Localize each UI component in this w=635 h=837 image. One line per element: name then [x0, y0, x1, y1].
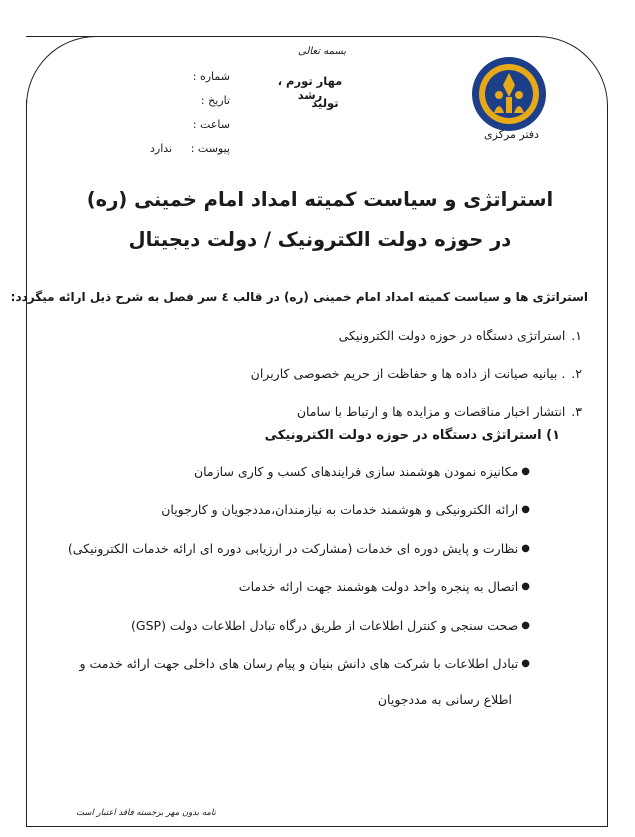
header-fields	[150, 70, 230, 166]
bullet-dot-icon: ●	[521, 619, 530, 631]
outline-text: . بیانیه صیانت از داده ها و حفاظت از حریم خصوصی کاربران	[250, 365, 566, 381]
outline-number: ٢.	[571, 365, 582, 381]
number-field	[150, 70, 230, 94]
bullet-dot-icon: ●	[521, 465, 530, 477]
slogan-line1: مهار تورم ، رشد	[277, 74, 343, 102]
date-field	[150, 94, 230, 118]
bullet-dot-icon: ●	[521, 658, 530, 670]
bullet-text: ارائه الکترونیکی و هوشمند خدمات به نیازمندان،مددجویان و کارجویان	[161, 502, 519, 518]
bullet-item	[60, 606, 530, 645]
outline-text: انتشار اخبار مناقصات و مزایده ها و ارتباط با سامان	[296, 403, 566, 419]
bullet-item	[60, 529, 530, 568]
logo-emblem-icon	[470, 55, 548, 133]
bullet-list	[60, 452, 530, 683]
footer-validity-note: نامه بدون مهر برجسته فاقد اعتبار است	[76, 808, 216, 818]
time-field	[150, 118, 230, 142]
page-border-left	[26, 100, 27, 826]
bullet-text: تبادل اطلاعات با شرکت های دانش بنیان و پیام رسان های داخلی جهت ارائه خدمت و	[79, 656, 519, 672]
bullet-text: صحت سنجی و کنترل اطلاعات از طریق درگاه تبادل اطلاعات دولت (GSP)	[131, 617, 519, 633]
bullet-text: نظارت و پایش دوره ای خدمات (مشارکت در ارزیابی دوره ای ارائه خدمات الکترونیکی)	[67, 540, 519, 556]
attachment-label: پیوست :	[190, 142, 230, 155]
date-label: تاریخ :	[200, 94, 230, 107]
outline-number: ٣.	[571, 403, 582, 419]
page-border-bottom	[26, 826, 608, 827]
bullet-text: اتصال به پنجره واحد دولت هوشمند جهت ارائه خدمات	[238, 579, 519, 595]
intro-text: استراتژی ها و سیاست کمیته امداد امام خمینی (ره) در قالب ٤ سر فصل به شرح ذیل ارائه میگردد:	[10, 290, 588, 304]
document-title-line1: استراتژی و سیاست کمیته امداد امام خمینی (ره)	[86, 188, 554, 211]
bullet-text: مکانیزه نمودن هوشمند سازی فرایندهای کسب و کاری سازمان	[193, 463, 519, 479]
slogan-line2: تولید	[311, 96, 339, 110]
bullet-item	[60, 568, 530, 607]
bullet-dot-icon: ●	[521, 542, 530, 554]
imam-khomeini-relief-committee-logo	[470, 55, 548, 133]
attachment-field	[150, 142, 230, 166]
list-item	[150, 316, 582, 354]
number-label: شماره :	[192, 70, 230, 83]
bullet-dot-icon: ●	[521, 504, 530, 516]
bullet-item	[60, 645, 530, 684]
logo-caption: دفتر مرکزی	[484, 128, 539, 141]
list-item	[150, 354, 582, 392]
outline-list	[150, 316, 582, 430]
outline-text: استراتژی دستگاه در حوزه دولت الکترونیکی	[338, 327, 566, 343]
bullet-item	[60, 452, 530, 491]
bullet-item	[60, 491, 530, 530]
bullet-dot-icon: ●	[521, 581, 530, 593]
list-item	[150, 392, 582, 430]
outline-number: ١.	[571, 327, 582, 343]
bullet-continuation: اطلاع رسانی به مددجویان	[377, 692, 512, 707]
time-label: ساعت :	[192, 118, 230, 131]
document-title-line2: در حوزه دولت الکترونیک / دولت دیجیتال	[128, 228, 512, 251]
section-heading: ١) استراتژی دستگاه در حوزه دولت الکترونیکی	[264, 428, 560, 443]
basmala: بسمه تعالی	[298, 46, 347, 57]
attachment-value: ندارد	[150, 142, 173, 155]
